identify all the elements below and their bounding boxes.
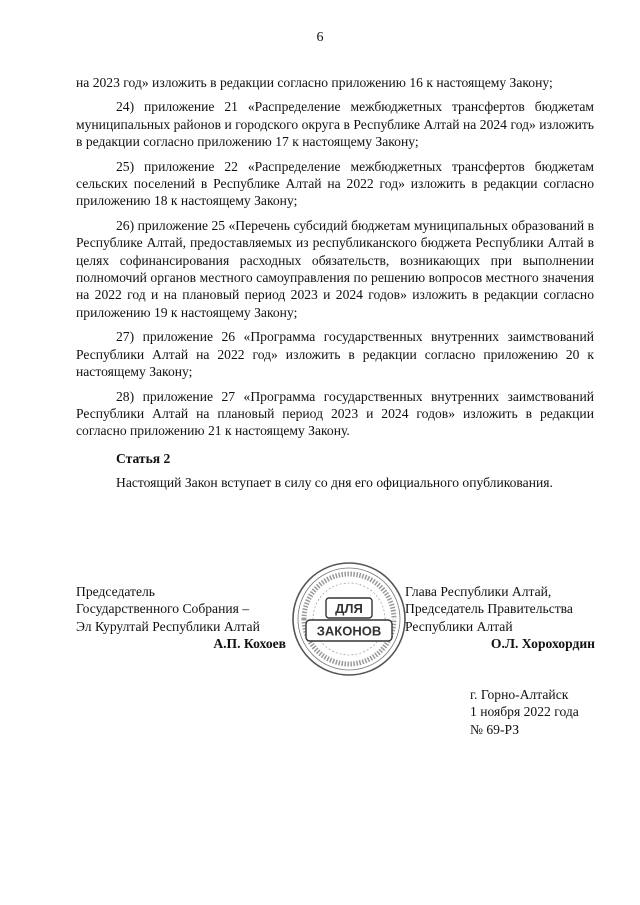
- signer-title-line: Эл Курултай Республики Алтай: [76, 618, 260, 634]
- paragraph-item-28: 28) приложение 27 «Программа государственных внутренних заимствований Республики Алтай на плановый период 2023 и 2024 годов» изложить в редакции согласно приложению 21 к настоящему Закону.: [76, 388, 594, 439]
- law-number: № 69-РЗ: [470, 721, 520, 737]
- signer-title-line: Государственного Собрания –: [76, 601, 250, 617]
- signer-title-line: Председатель: [76, 584, 155, 599]
- date: 1 ноября 2022 года: [470, 704, 579, 720]
- signer-name: А.П. Кохоев: [213, 636, 286, 652]
- page-number: 6: [316, 30, 324, 45]
- official-stamp: [290, 560, 408, 678]
- place-date-block: [470, 686, 600, 738]
- stamp-text-top: ДЛЯ: [335, 601, 363, 616]
- signature-block-left: [76, 583, 286, 653]
- paragraph-item-25: 25) приложение 22 «Распределение межбюджетных трансфертов бюджетам сельских поселений в Республике Алтай на 2022 год» изложить в редакции согласно приложению 18 к настоящему Закону;: [76, 158, 594, 209]
- paragraph-item-26: 26) приложение 25 «Перечень субсидий бюджетам муниципальных образований в Республике Алтай, предоставляемых из республиканского бюджета Республики Алтай в целях софинансирования расходных обязательств, возникающих при выполнении полномочий органов местного самоуправления по решению вопросов местного значения на 2022 год и на плановый период 2023 и 2024 годов» изложить в редакции согласно приложению 19 к настоящему Закону;: [76, 217, 594, 320]
- signer-title-line: Республики Алтай: [405, 618, 513, 634]
- paragraph-item-24: 24) приложение 21 «Распределение межбюджетных трансфертов бюджетам муниципальных районов и городского округа в Республике Алтай на 2024 год» изложить в редакции согласно приложению 17 к настоящему Закону;: [76, 99, 594, 150]
- paragraph-continuation: на 2023 год» изложить в редакции согласно приложению 16 к настоящему Закону;: [76, 75, 553, 90]
- signer-title-line: Председатель Правительства: [405, 601, 573, 617]
- article-heading: Статья 2: [116, 450, 171, 466]
- document-body: [76, 74, 594, 499]
- signer-name: О.Л. Хорохордин: [490, 636, 595, 652]
- article-text: Настоящий Закон вступает в силу со дня его официального опубликования.: [116, 475, 553, 491]
- city: г. Горно-Алтайск: [470, 687, 569, 702]
- stamp-text-bottom: ЗАКОНОВ: [316, 623, 382, 639]
- signer-title-line: Глава Республики Алтай,: [405, 584, 552, 599]
- signature-block-right: [405, 583, 595, 653]
- paragraph-item-27: 27) приложение 26 «Программа государственных внутренних заимствований Республики Алтай на 2022 год» изложить в редакции согласно приложению 20 к настоящему Закону;: [76, 329, 594, 380]
